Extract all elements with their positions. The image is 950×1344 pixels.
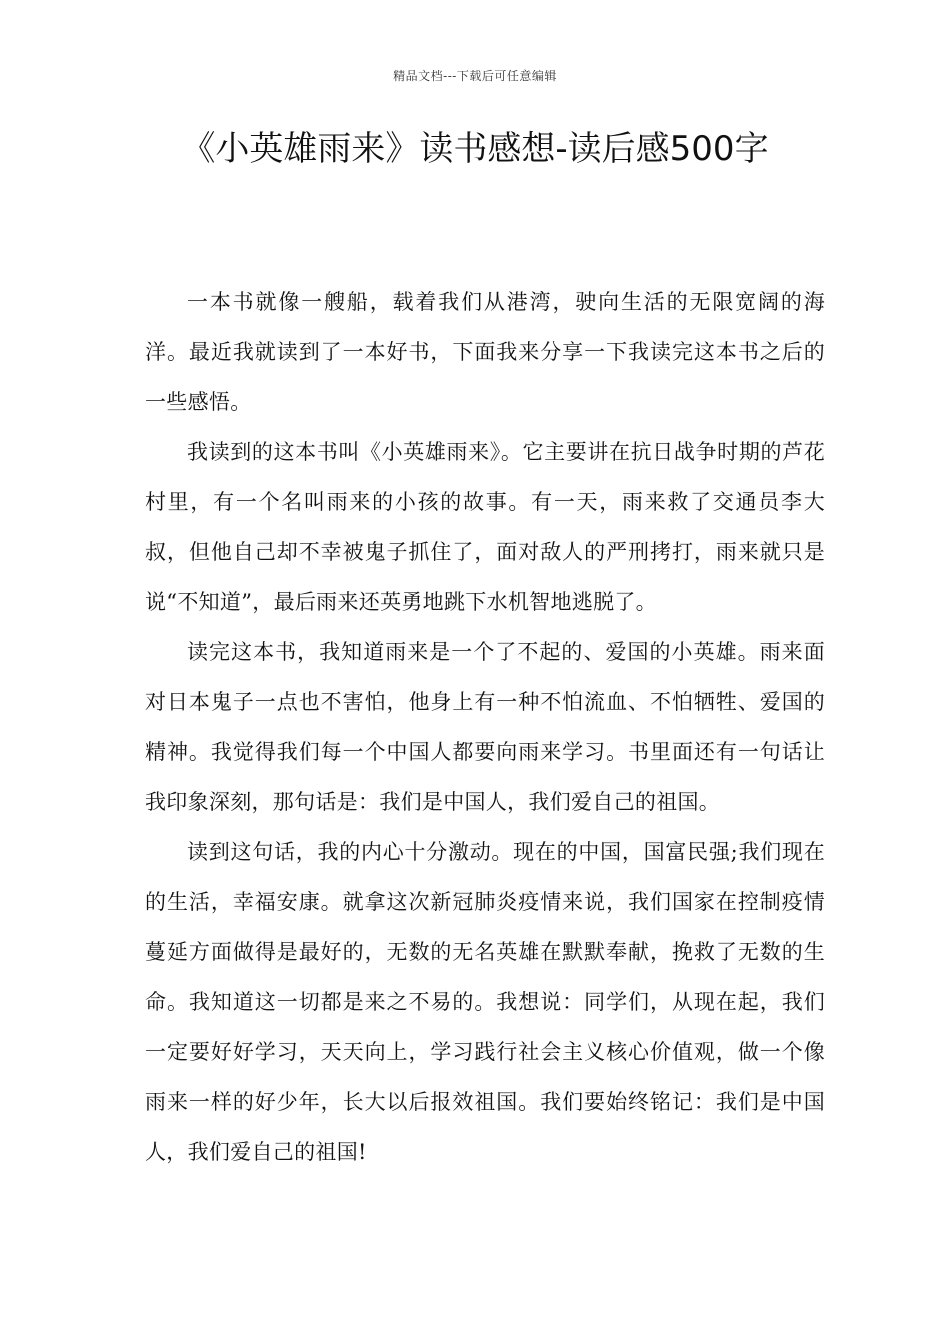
paragraph-3: 读完这本书，我知道雨来是一个了不起的、爱国的小英雄。雨来面对日本鬼子一点也不害怕，他身上有一种不怕流血、不怕牺牲、爱国的精神。我觉得我们每一个中国人都要向雨来学习。书里面还有一句话让我印象深刻，那句话是：我们是中国人，我们爱自己的祖国。 xyxy=(145,640,825,814)
document-title: 《小英雄雨来》读书感想-读后感500字 xyxy=(181,129,769,169)
document-body xyxy=(145,277,825,1177)
paragraph-2: 我读到的这本书叫《小英雄雨来》。它主要讲在抗日战争时期的芦花村里，有一个名叫雨来的小孩的故事。有一天，雨来救了交通员李大叔，但他自己却不幸被鬼子抓住了，面对敌人的严刑拷打，雨来就只是说“不知道”，最后雨来还英勇地跳下水机智地逃脱了。 xyxy=(145,440,825,614)
paragraph-1: 一本书就像一艘船，载着我们从港湾，驶向生活的无限宽阔的海洋。最近我就读到了一本好书，下面我来分享一下我读完这本书之后的一些感悟。 xyxy=(145,290,825,414)
paragraph-4: 读到这句话，我的内心十分激动。现在的中国，国富民强;我们现在的生活，幸福安康。就拿这次新冠肺炎疫情来说，我们国家在控制疫情蔓延方面做得是最好的，无数的无名英雄在默默奉献，挽救了无数的生命。我知道这一切都是来之不易的。我想说：同学们，从现在起，我们一定要好好学习，天天向上，学习践行社会主义核心价值观，做一个像雨来一样的好少年，长大以后报效祖国。我们要始终铭记：我们是中国人，我们爱自己的祖国! xyxy=(145,840,825,1164)
header-note: 精品文档---下载后可任意编辑 xyxy=(393,69,557,83)
